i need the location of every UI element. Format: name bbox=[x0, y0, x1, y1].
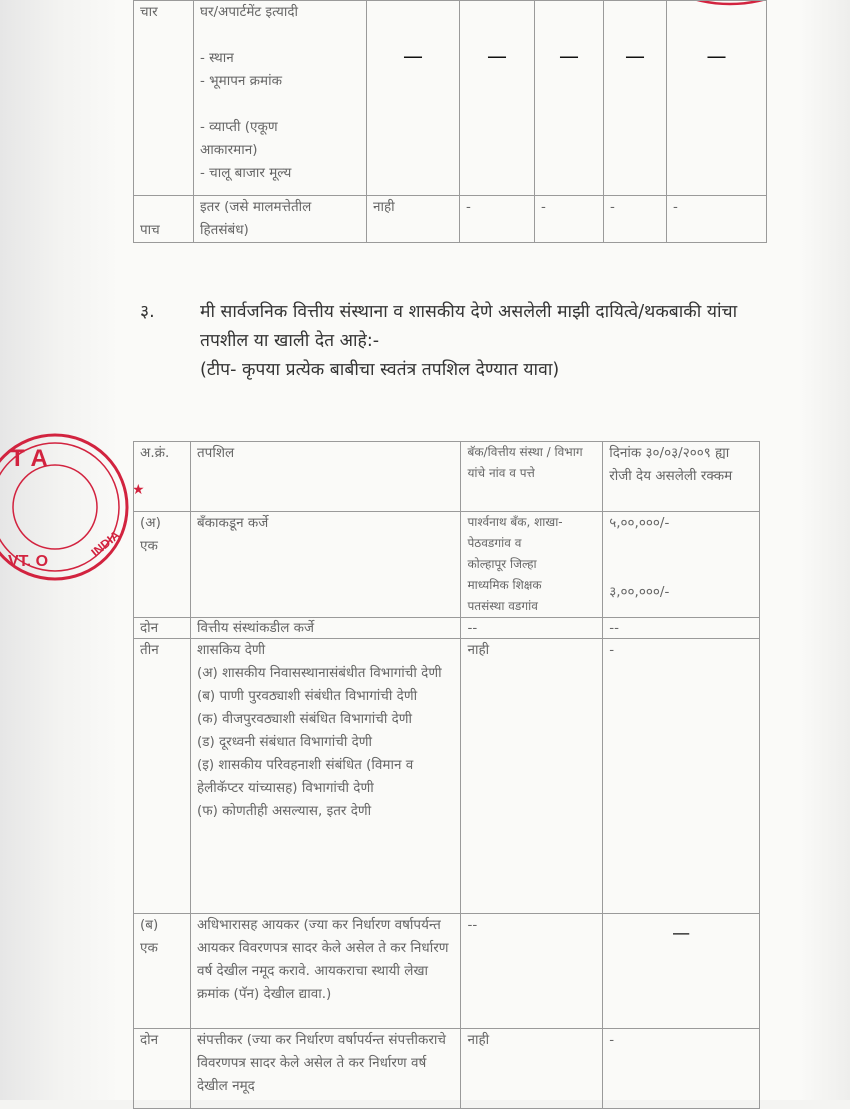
row-description: अधिभारासह आयकर (ज्या कर निर्धारण वर्षापर्यन्त आयकर विवरणपत्र सादर केले असेल ते कर निर्धारण वर्ष देखील नमूद करावे. आयकराचा स्थायी लेखा क्रमांक (पॅन) देखील द्यावा.) bbox=[190, 914, 461, 1029]
desc-line: - चालू बाजार मूल्य bbox=[200, 165, 292, 181]
header-amount: दिनांक ३०/०३/२००९ ह्या रोजी देय असलेली रक्कम bbox=[603, 442, 760, 512]
section-note: (टीप- कृपया प्रत्येक बाबीचा स्वतंत्र तपशिल देण्यात यावा) bbox=[200, 360, 560, 380]
row-description bbox=[194, 196, 367, 243]
desc-line bbox=[200, 24, 360, 47]
table-row bbox=[134, 914, 760, 1029]
cell: नाही bbox=[367, 196, 460, 243]
amount: - bbox=[603, 1029, 760, 1109]
institution bbox=[461, 512, 603, 618]
section-heading: मी सार्वजनिक वित्तीय संस्थाना व शासकीय देणे असलेली माझी दायित्वे/थकबाकी यांचा तपशील या खाली देत आहे:- bbox=[200, 302, 738, 351]
row-number: तीन bbox=[134, 639, 191, 914]
cell: — bbox=[604, 1, 667, 196]
header-details: तपशिल bbox=[190, 442, 461, 512]
desc-line: (क) वीजपुरवठ्याशी संबंधित विभागांची देणी bbox=[196, 711, 413, 727]
row-description: संपत्तीकर (ज्या कर निर्धारण वर्षापर्यन्त संपत्तीकराचे विवरणपत्र सादर केले असेल ते कर निर्धारण वर्ष देखील नमूद bbox=[190, 1029, 461, 1109]
cell: — bbox=[367, 1, 460, 196]
section-number: ३. bbox=[140, 302, 155, 322]
desc-line: घर/अपार्टमेंट इत्यादी bbox=[200, 4, 299, 20]
amount: -- bbox=[603, 618, 760, 639]
num-line: (ब) bbox=[140, 917, 159, 933]
cell: — bbox=[460, 1, 535, 196]
cell: — bbox=[535, 1, 604, 196]
svg-text:★: ★ bbox=[132, 482, 145, 498]
row-description bbox=[194, 1, 367, 196]
desc-line: (ड) दूरध्वनी संबंधात विभागांची देणी bbox=[196, 734, 373, 750]
table-header-row bbox=[134, 442, 760, 512]
inst-line: माध्यमिक शिक्षक bbox=[467, 578, 542, 592]
cell: - bbox=[460, 196, 535, 243]
cell: - bbox=[667, 196, 767, 243]
cell: — bbox=[667, 1, 767, 196]
liabilities-table bbox=[133, 441, 760, 1109]
table-row bbox=[134, 639, 760, 914]
row-number: पाच bbox=[134, 196, 194, 243]
table-row bbox=[134, 1029, 760, 1109]
row-description: बॅंकाकडून कर्जे bbox=[190, 512, 461, 618]
desc-line: (फ) कोणतीही असल्यास, इतर देणी bbox=[196, 803, 372, 819]
inst-line: पतसंस्था वडगांव bbox=[467, 599, 538, 613]
inst-line: पार्श्वनाथ बॅंक, शाखा- bbox=[467, 515, 563, 529]
desc-line: (ब) पाणी पुरवठ्याशी संबंधीत विभागांची देणी bbox=[196, 688, 418, 704]
institution: -- bbox=[461, 618, 603, 639]
row-description: वित्तीय संस्थांकडील कर्जे bbox=[190, 618, 461, 639]
desc-line: - व्याप्ती (एकूण bbox=[200, 119, 278, 135]
cell: - bbox=[604, 196, 667, 243]
desc-line: (इ) शासकीय परिवहनाशी संबंधित (विमान व हेलीकॅप्टर यांच्यासह) विभागांची देणी bbox=[196, 757, 414, 796]
num-line: एक bbox=[140, 538, 158, 554]
row-number: चार bbox=[134, 1, 194, 196]
num-line: एक bbox=[140, 940, 158, 956]
inst-line: पेठवडगांव व bbox=[467, 536, 522, 550]
row-number bbox=[134, 914, 191, 1029]
desc-line: - भूमापन क्रमांक bbox=[200, 73, 282, 89]
table-row bbox=[134, 196, 767, 243]
desc-line: इतर (जसे मालमत्तेतील bbox=[200, 199, 312, 215]
amount-line: ५,००,०००/- bbox=[609, 515, 670, 531]
header-institution: बॅक/वित्तीय संस्था / विभाग यांचे नांव व पत्ते bbox=[461, 442, 603, 512]
row-number: दोन bbox=[134, 1029, 191, 1109]
spacer bbox=[609, 535, 753, 581]
amount: - bbox=[603, 639, 760, 914]
desc-line bbox=[200, 93, 360, 116]
table-row bbox=[134, 512, 760, 618]
svg-text:INDIA: INDIA bbox=[88, 527, 123, 560]
desc-line: हितसंबंध) bbox=[200, 222, 249, 238]
num-line: (अ) bbox=[140, 515, 161, 531]
row-number: दोन bbox=[134, 618, 191, 639]
desc-line: आकारमान) bbox=[200, 142, 258, 158]
table-row bbox=[134, 1, 767, 196]
svg-text:T A: T A bbox=[10, 445, 48, 472]
institution: नाही bbox=[461, 639, 603, 914]
row-description bbox=[190, 639, 461, 914]
row-number bbox=[134, 512, 191, 618]
section-text bbox=[200, 298, 760, 385]
svg-text:VT. O: VT. O bbox=[8, 553, 49, 570]
cell: - bbox=[535, 196, 604, 243]
inst-line: कोल्हापूर जिल्हा bbox=[467, 557, 537, 571]
amount: — bbox=[603, 914, 760, 1029]
desc-line: (अ) शासकीय निवासस्थानासंबंधीत विभागांची देणी bbox=[196, 665, 442, 681]
table-row bbox=[134, 618, 760, 639]
institution: -- bbox=[461, 914, 603, 1029]
assets-table bbox=[133, 0, 767, 243]
desc-line: शासकिय देणी bbox=[196, 642, 266, 658]
amount bbox=[603, 512, 760, 618]
desc-line: - स्थान bbox=[200, 50, 234, 66]
amount-line: ३,००,०००/- bbox=[609, 584, 670, 600]
institution: नाही bbox=[461, 1029, 603, 1109]
header-serial: अ.क्रं. bbox=[134, 442, 191, 512]
